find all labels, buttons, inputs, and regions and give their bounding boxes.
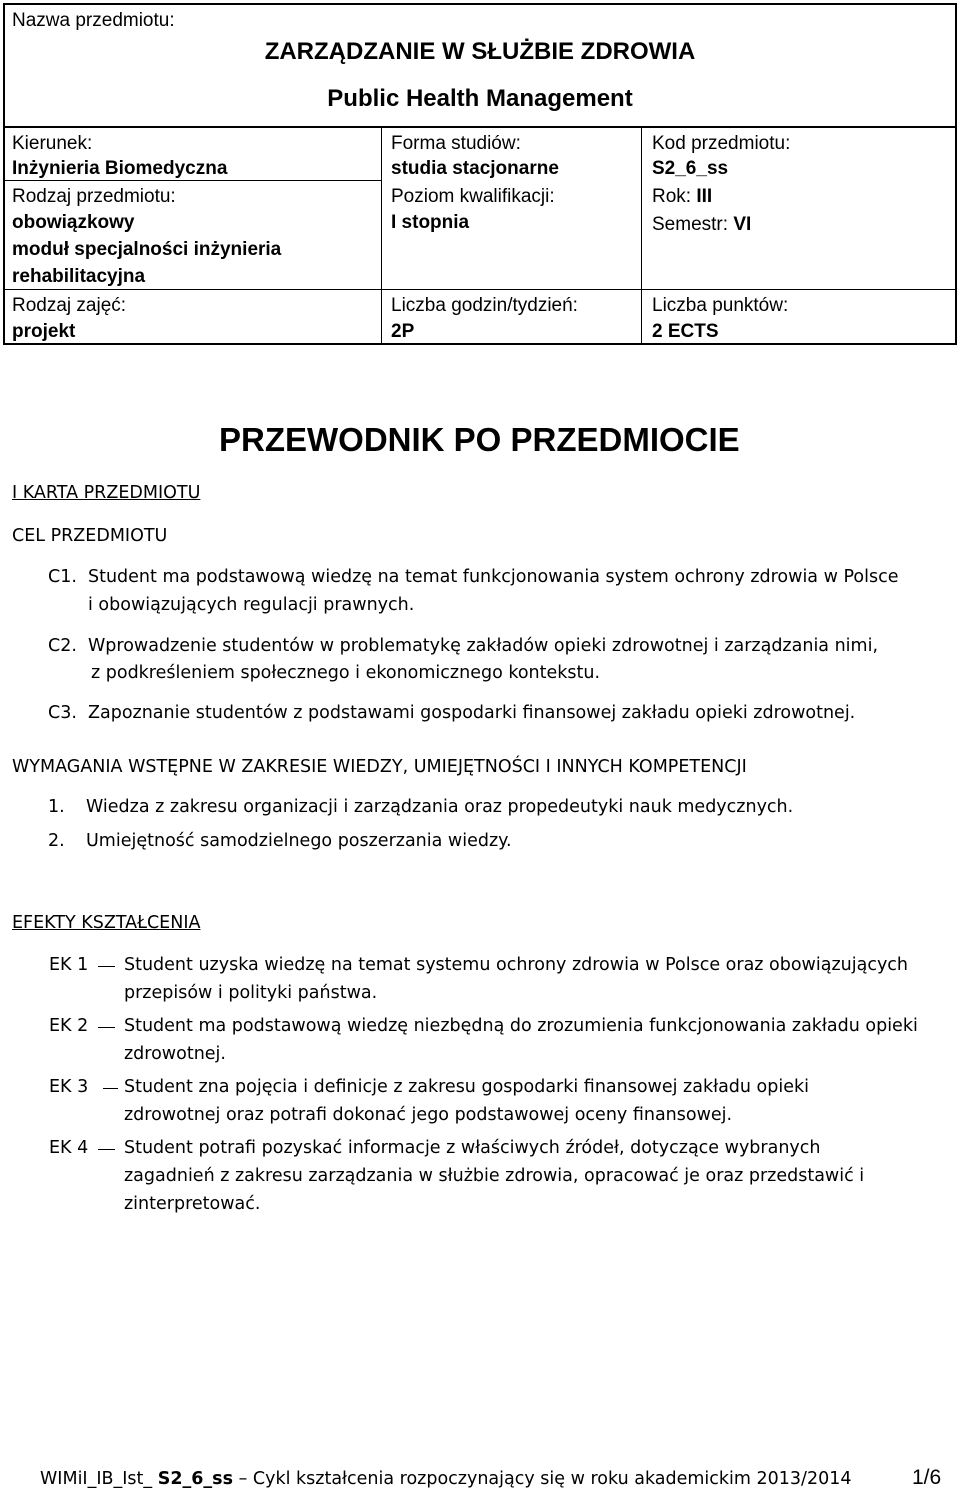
outcome-ek4-label: EK 4 <box>49 1138 89 1158</box>
objective-c3-num: C3. <box>48 703 77 723</box>
footer-course-code: S2_6_ss <box>157 1469 234 1489</box>
objective-c3-line1: Zapoznanie studentów z podstawami gospodarki finansowej zakładu opieki zdrowotnej. <box>88 703 856 723</box>
objective-c2-line1: Wprowadzenie studentów w problematykę zakładów opieki zdrowotnej i zarządzania nimi, <box>88 636 879 656</box>
guide-title: PRZEWODNIK PO PRZEDMIOCIE <box>219 421 740 458</box>
course-title-pl: ZARZĄDZANIE W SŁUŻBIE ZDROWIA <box>264 38 696 65</box>
specialization-name: rehabilitacyjna <box>12 266 146 287</box>
semester-label: Semestr: <box>652 214 734 235</box>
course-code-label: Kod przedmiotu: <box>652 133 791 154</box>
outcome-ek1-line2: przepisów i polityki państwa. <box>124 983 378 1003</box>
footer-prefix: WIMiI_IB_Ist_ <box>40 1469 158 1489</box>
year-value: III <box>696 186 713 207</box>
outcome-ek2-line1: Student ma podstawową wiedzę niezbędną do zrozumienia funkcjonowania zakładu opieki <box>124 1016 918 1036</box>
class-type-label: Rodzaj zajęć: <box>12 295 127 316</box>
outcome-ek3-label: EK 3 <box>49 1077 89 1097</box>
outcome-ek4-line1: Student potrafi pozyskać informacje z właściwych źródeł, dotyczące wybranych <box>124 1138 821 1158</box>
year-field <box>652 183 712 210</box>
study-form-label: Forma studiów: <box>391 133 521 154</box>
outcome-ek3-line2: zdrowotnej oraz potrafi dokonać jego podstawowej oceny finansowej. <box>124 1105 733 1125</box>
class-type-value: projekt <box>12 321 76 342</box>
field-of-study-value: Inżynieria Biomedyczna <box>12 158 228 179</box>
outcome-ek1-line1: Student uzyska wiedzę na temat systemu ochrony zdrowia w Polsce oraz obowiązujących <box>124 955 909 975</box>
outcome-ek3-line1: Student zna pojęcia i definicje z zakresu gospodarki finansowej zakładu opieki <box>124 1077 809 1097</box>
outcome-ek1-label: EK 1 <box>49 955 89 975</box>
hours-per-week-label: Liczba godzin/tydzień: <box>391 295 578 316</box>
hours-per-week-value: 2P <box>391 321 415 342</box>
outcome-ek4-dash <box>98 1149 115 1150</box>
credits-value: 2 ECTS <box>652 321 719 342</box>
learning-outcomes-heading: EFEKTY KSZTAŁCENIA <box>12 913 201 933</box>
outcome-ek4-line2: zagadnień z zakresu zarządzania w służbie zdrowia, opracować je oraz przedstawić i <box>124 1166 865 1186</box>
objective-c1-line2: i obowiązujących regulacji prawnych. <box>88 595 415 615</box>
course-name-label: Nazwa przedmiotu: <box>12 10 175 31</box>
outcome-ek2-line2: zdrowotnej. <box>124 1044 226 1064</box>
credits-label: Liczba punktów: <box>652 295 789 316</box>
objective-c1-line1: Student ma podstawową wiedzę na temat funkcjonowania system ochrony zdrowia w Polsce <box>88 567 899 587</box>
study-form-value: studia stacjonarne <box>391 158 559 179</box>
course-code-value: S2_6_ss <box>652 158 729 179</box>
prerequisite-2-num: 2. <box>48 831 65 851</box>
outcome-ek4-line3: zinterpretować. <box>124 1194 261 1214</box>
objective-c2-num: C2. <box>48 636 77 656</box>
prerequisite-2-text: Umiejętność samodzielnego poszerzania wiedzy. <box>86 831 512 851</box>
year-label: Rok: <box>652 186 697 207</box>
course-type-value: obowiązkowy <box>12 212 135 233</box>
course-objective-heading: CEL PRZEDMIOTU <box>12 526 168 546</box>
semester-value: VI <box>733 214 752 235</box>
page-number: 1/6 <box>912 1466 942 1489</box>
prerequisites-heading: WYMAGANIA WSTĘPNE W ZAKRESIE WIEDZY, UMIEJĘTNOŚCI I INNYCH KOMPETENCJI <box>12 757 747 777</box>
outcome-ek2-dash <box>98 1027 115 1028</box>
course-title-en: Public Health Management <box>327 85 633 112</box>
course-card-heading: I KARTA PRZEDMIOTU <box>12 483 201 503</box>
prerequisite-1-text: Wiedza z zakresu organizacji i zarządzania oraz propedeutyki nauk medycznych. <box>86 797 794 817</box>
objective-c2-line2: z podkreśleniem społecznego i ekonomicznego kontekstu. <box>91 663 601 683</box>
specialization-module: moduł specjalności inżynieria <box>12 239 282 260</box>
course-type-label: Rodzaj przedmiotu: <box>12 186 176 207</box>
prerequisite-1-num: 1. <box>48 797 65 817</box>
field-of-study-label: Kierunek: <box>12 133 93 154</box>
page-footer <box>40 1465 851 1493</box>
objective-c1-num: C1. <box>48 567 77 587</box>
outcome-ek2-label: EK 2 <box>49 1016 89 1036</box>
outcome-ek3-dash <box>103 1088 118 1089</box>
qualification-level-value: I stopnia <box>391 212 470 233</box>
footer-cycle-text: – Cykl kształcenia rozpoczynający się w roku akademickim 2013/2014 <box>233 1469 852 1489</box>
semester-field <box>652 211 751 238</box>
outcome-ek1-dash <box>98 966 115 967</box>
qualification-level-label: Poziom kwalifikacji: <box>391 186 555 207</box>
